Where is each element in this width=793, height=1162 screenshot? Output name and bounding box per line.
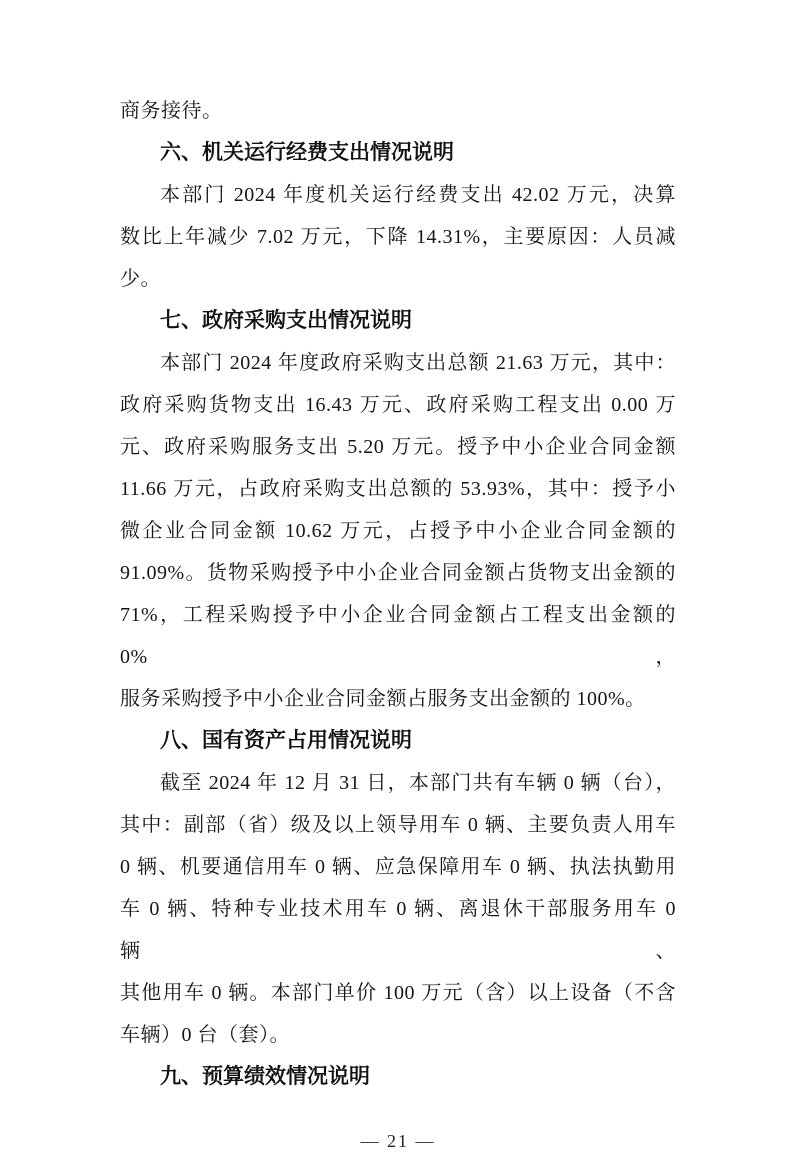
- text-line: 11.66 万元，占政府采购支出总额的 53.93%，其中：授予小: [120, 478, 676, 500]
- document-body: [120, 90, 676, 1098]
- text-line: 元、政府采购服务支出 5.20 万元。授予中小企业合同金额: [120, 436, 676, 458]
- paragraph: [120, 174, 676, 300]
- paragraph: [120, 342, 676, 720]
- text-line: 91.09%。货物采购授予中小企业合同金额占货物支出金额的: [120, 562, 676, 584]
- page-number: — 21 —: [360, 1131, 436, 1151]
- text-line: 少。: [120, 268, 161, 290]
- paragraph: [120, 762, 676, 1056]
- section-heading: 九、预算绩效情况说明: [160, 1065, 370, 1088]
- text-line: 0 辆、机要通信用车 0 辆、应急保障用车 0 辆、执法执勤用: [120, 856, 676, 878]
- section-heading: 七、政府采购支出情况说明: [160, 309, 412, 332]
- section-heading: 六、机关运行经费支出情况说明: [160, 141, 454, 164]
- text-line: 本部门 2024 年度机关运行经费支出 42.02 万元，决算: [160, 184, 676, 206]
- text-line: 服务采购授予中小企业合同金额占服务支出金额的 100%。: [120, 688, 646, 710]
- text-line: 微企业合同金额 10.62 万元，占授予中小企业合同金额的: [120, 520, 676, 542]
- text-line: 政府采购货物支出 16.43 万元、政府采购工程支出 0.00 万: [120, 394, 676, 416]
- section-heading: 八、国有资产占用情况说明: [160, 729, 412, 752]
- paragraph: [120, 90, 676, 132]
- text-line: 车辆）0 台（套）。: [120, 1024, 290, 1046]
- text-line: 数比上年减少 7.02 万元，下降 14.31%，主要原因：人员减: [120, 226, 676, 248]
- text-line: 其他用车 0 辆。本部门单价 100 万元（含）以上设备（不含: [120, 982, 676, 1004]
- text-line: 车 0 辆、特种专业技术用车 0 辆、离退休干部服务用车 0 辆、: [120, 898, 676, 962]
- text-line: 截至 2024 年 12 月 31 日，本部门共有车辆 0 辆（台），: [160, 772, 676, 794]
- text-line: 71%，工程采购授予中小企业合同金额占工程支出金额的 0%，: [120, 604, 676, 668]
- text-line: 商务接待。: [120, 100, 223, 122]
- text-line: 其中：副部（省）级及以上领导用车 0 辆、主要负责人用车: [120, 814, 676, 836]
- text-line: 本部门 2024 年度政府采购支出总额 21.63 万元，其中：: [160, 352, 676, 374]
